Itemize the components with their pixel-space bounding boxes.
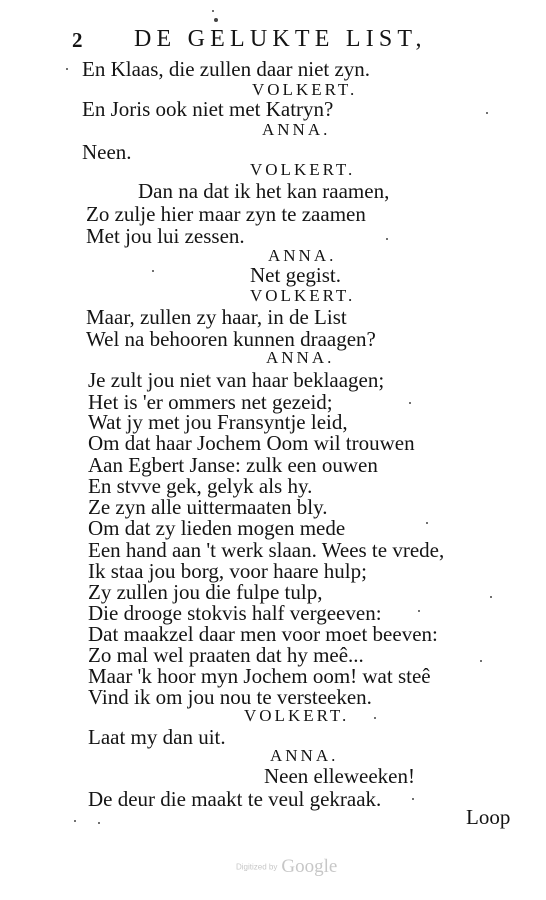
verse-line: Met jou lui zessen. <box>86 224 245 248</box>
verse-line: Om dat zy lieden mogen mede <box>88 516 346 540</box>
verse-line: Ze zyn alle uittermaaten bly. <box>88 495 328 519</box>
ink-speck <box>412 798 414 800</box>
verse-line: En stvve gek, gelyk als hy. <box>88 474 313 498</box>
verse-line: Zo zulje hier maar zyn te zaamen <box>86 202 366 226</box>
ink-speck <box>98 822 100 824</box>
verse-line: Zo mal wel praaten dat hy meê... <box>88 643 364 667</box>
ink-speck <box>212 10 214 12</box>
google-logo: Google <box>281 856 338 877</box>
speaker-label-anna: ANNA. <box>266 348 335 367</box>
verse-line: Maar 'k hoor myn Jochem oom! wat steê <box>88 664 431 688</box>
ink-speck <box>66 68 68 70</box>
verse-line: Zy zullen jou die fulpe tulp, <box>88 580 323 604</box>
speaker-label-anna: ANNA. <box>268 246 337 265</box>
ink-speck <box>152 270 154 272</box>
ink-speck <box>418 610 420 612</box>
verse-line: Net gegist. <box>250 263 341 287</box>
ink-speck <box>490 596 492 598</box>
ink-speck <box>386 238 388 240</box>
speaker-label-volkert: VOLKERT. <box>250 160 356 179</box>
verse-line: Wat jy met jou Fransyntje leid, <box>88 410 348 434</box>
verse-line: Dat maakzel daar men voor moet beeven: <box>88 622 438 646</box>
verse-line: Je zult jou niet van haar beklaagen; <box>88 368 385 392</box>
ink-speck <box>74 820 76 822</box>
verse-line: Laat my dan uit. <box>88 725 226 749</box>
page-header <box>72 24 452 58</box>
verse-line: Dan na dat ik het kan raamen, <box>138 179 390 203</box>
speaker-label-volkert: VOLKERT. <box>244 706 350 725</box>
ink-speck <box>480 660 482 662</box>
page-number: 2 <box>72 28 83 52</box>
running-title: DE GELUKTE LIST, <box>134 26 427 52</box>
verse-line: En Klaas, die zullen daar niet zyn. <box>82 57 371 81</box>
ink-speck <box>486 112 488 114</box>
ink-speck <box>426 522 428 524</box>
verse-line: Vind ik om jou nou te versteeken. <box>88 685 372 709</box>
verse-line: Om dat haar Jochem Oom wil trouwen <box>88 431 415 455</box>
ink-speck <box>374 717 376 719</box>
verse-line: Het is 'er ommers net gezeid; <box>88 390 333 414</box>
ink-speck <box>214 18 218 22</box>
verse-line: En Joris ook niet met Katryn? <box>82 97 334 121</box>
verse-line: De deur die maakt te veul gekraak. <box>88 787 382 811</box>
speaker-label-volkert: VOLKERT. <box>252 80 358 99</box>
verse-line: Aan Egbert Janse: zulk een ouwen <box>88 453 378 477</box>
ink-speck <box>409 402 411 404</box>
speaker-label-anna: ANNA. <box>270 746 339 765</box>
verse-line: Die drooge stokvis half vergeeven: <box>88 601 382 625</box>
verse-line: Ik staa jou borg, voor haare hulp; <box>88 559 367 583</box>
verse-line: Een hand aan 't werk slaan. Wees te vrede, <box>88 538 445 562</box>
verse-line: Maar, zullen zy haar, in de List <box>86 305 347 329</box>
speaker-label-volkert: VOLKERT. <box>250 286 356 305</box>
digitized-watermark <box>236 856 337 878</box>
verse-line: Neen. <box>82 140 132 164</box>
verse-line: Neen elleweeken! <box>264 764 415 788</box>
speaker-label-anna: ANNA. <box>262 120 331 139</box>
watermark-prefix: Digitized by <box>236 862 278 872</box>
verse-line: Wel na behooren kunnen draagen? <box>86 327 376 351</box>
catchword: Loop <box>466 805 511 829</box>
